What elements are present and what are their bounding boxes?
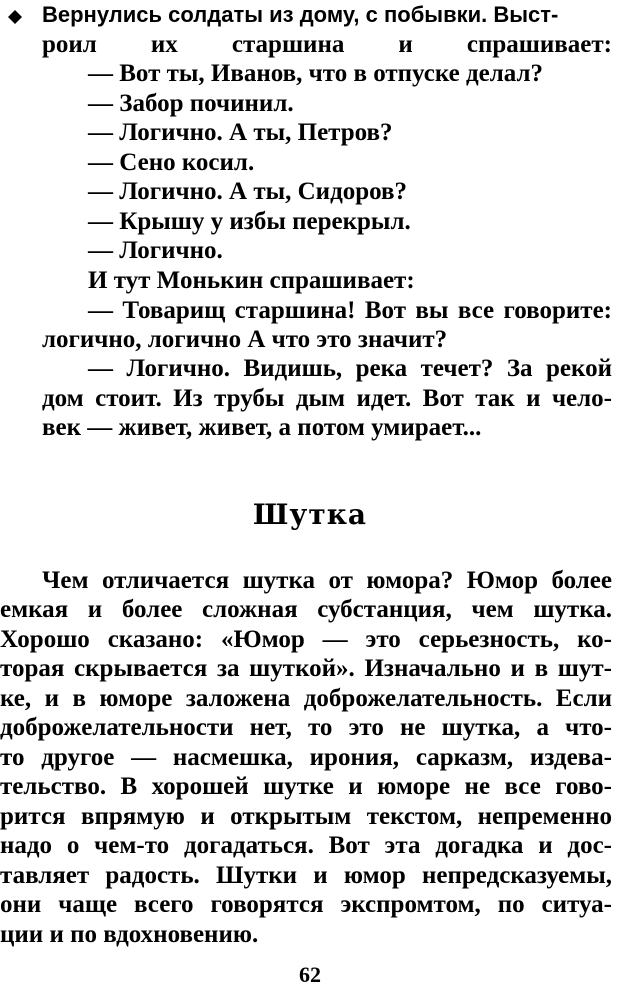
joke-line: век — живет, живет, а потом умирает... bbox=[42, 414, 482, 441]
section-line: Чем отличается шутка от юмора? Юмор более bbox=[42, 567, 612, 594]
joke-line: — Логично. bbox=[88, 237, 223, 264]
joke-line: — Забор починил. bbox=[88, 90, 294, 117]
joke-line: — Логично. Видишь, река течет? За рекой bbox=[88, 355, 612, 382]
section-line: доброжелательности нет, то это не шутка, а что- bbox=[0, 714, 612, 741]
joke-line: — Логично. А ты, Сидоров? bbox=[88, 178, 408, 205]
section-line: ции и по вдохновению. bbox=[0, 921, 259, 948]
joke-line: дом стоит. Из трубы дым идет. Вот так и чело- bbox=[42, 385, 612, 412]
section-line: Хорошо сказано: «Юмор — это серьезность, ко- bbox=[0, 626, 612, 653]
section-line: тельство. В хорошей шутке и юморе не все гово- bbox=[0, 773, 612, 800]
joke-line: — Логично. А ты, Петров? bbox=[88, 119, 393, 146]
joke-line: логично, логично А что это значит? bbox=[42, 326, 448, 353]
joke-line: — Крышу у избы перекрыл. bbox=[88, 208, 411, 235]
section-line: тавляет радость. Шутки и юмор непредсказуемы, bbox=[0, 862, 612, 889]
page-number: 62 bbox=[299, 962, 321, 987]
joke-line: — Вот ты, Иванов, что в отпуске делал? bbox=[88, 60, 544, 87]
joke-line: роил их старшина и спрашивает: bbox=[42, 31, 612, 58]
joke-line: Вернулись солдаты из дому, с побывки. Выст- bbox=[42, 2, 559, 27]
section-line: надо о чем-то догадаться. Вот эта догадка и дос- bbox=[0, 832, 612, 859]
joke-line: — Товарищ старшина! Вот вы все говорите: bbox=[88, 297, 612, 324]
section-line: рится впрямую и открытым текстом, непременно bbox=[0, 803, 612, 830]
joke-line: — Сено косил. bbox=[88, 149, 255, 176]
section-line: они чаще всего говорятся экспромтом, по ситуа- bbox=[0, 891, 612, 918]
section-line: торая скрывается за шуткой». Изначально и в шут- bbox=[0, 655, 612, 682]
section-line: то другое — насмешка, ирония, сарказм, издева- bbox=[0, 744, 612, 771]
section-line: емкая и более сложная субстанция, чем шутка. bbox=[0, 596, 612, 623]
diamond-bullet-icon bbox=[8, 10, 22, 24]
section-line: ке, и в юморе заложена доброжелательность. Если bbox=[0, 685, 612, 712]
section-title: Шутка bbox=[252, 498, 368, 531]
joke-line: И тут Монькин спрашивает: bbox=[88, 267, 415, 294]
